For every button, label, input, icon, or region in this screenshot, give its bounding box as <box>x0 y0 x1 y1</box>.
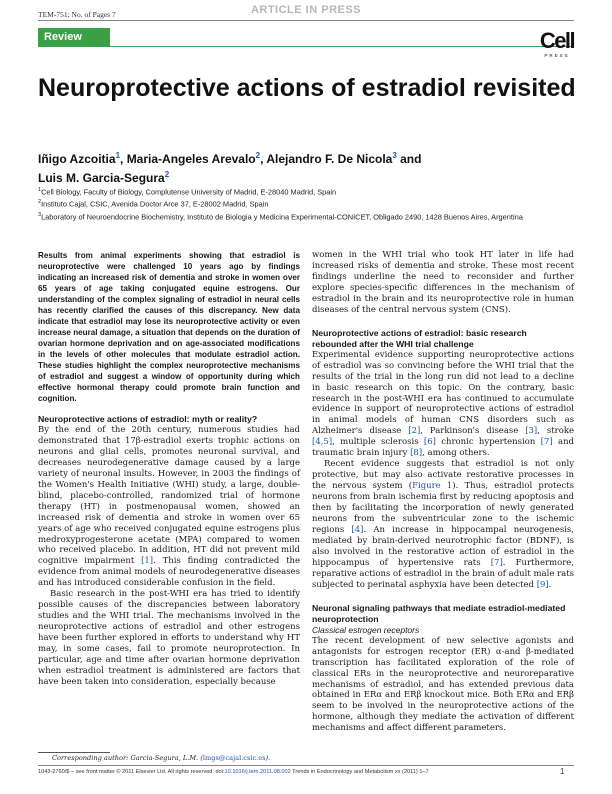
citation-link[interactable]: [7] <box>490 557 503 568</box>
section-heading: Neuroprotective actions of estradiol: myth or reality? <box>38 414 258 424</box>
body-paragraph: Experimental evidence supporting neuroprotective actions of estradiol was so convincing before the WHI trial that the results of the trial in the long run did not lead to a decline in basic research on this topic. On the contrary, basic research in the post-WHI era has continued to accumulate evidence in support of neuroprotective actions of estradiol in animal models of human CNS disorders such as Alzheimer's disease [2], Parkinson's disease [3], stroke [4,5], multiple sclerosis [6] chronic hypertension [7] and traumatic brain injury [8], among others. <box>312 349 574 459</box>
right-column <box>312 250 574 734</box>
author-affiliation-link[interactable]: 1 <box>115 151 121 160</box>
citation-link[interactable]: [6] <box>423 437 436 448</box>
affiliation-text: Cell Biology, Faculty of Biology, Complutense University of Madrid, E-28040 Madrid, Spain <box>41 187 337 197</box>
body-paragraph: The recent development of new selective agonists and antagonists for estrogen receptor (ER) α-and β-mediated transcription has facilitated exploration of the role of classical ERs in the neuroprotective and neuroreparative mechanisms of estradiol, and has extended previous data obtained in ERα and ERβ knockout mice. Both ERα and ERβ seem to be involved in the neuroprotective actions of the hormone, although they mediate the activation of different mechanisms and affect different parameters. <box>312 635 574 734</box>
citation-link[interactable]: [1] <box>141 556 154 567</box>
body-paragraph: Recent evidence suggests that estradiol is not only protective, but may also activate restorative processes in the nervous system (Figure 1). Thus, estradiol protects neurons from brain ischemia first by reducing apoptosis and then by facilitating the incorporation of newly generated neurons from the subventricular zone to the ischemic regions [4]. An increase in hippocampal neurogenesis, mediated by brain-derived neurotrophic factor (BDNF), is also involved in the restorative action of estradiol in the hippocampus of hypertensive rats [7]. Furthermore, reparative actions of estradiol in the brain of adult male rats subjected to perinatal asphyxia have been detected [9]. <box>312 459 575 590</box>
left-column <box>38 250 300 688</box>
author-separator: and <box>396 152 422 166</box>
cell-press-logo <box>534 30 580 58</box>
author-separator: , <box>120 152 127 166</box>
citation-link[interactable]: [8] <box>410 448 423 459</box>
article-title: Neuroprotective actions of estradiol revisited <box>38 74 576 102</box>
citation-link[interactable]: [7] <box>540 437 553 448</box>
affiliation <box>38 185 578 197</box>
citation-link[interactable]: [3] <box>525 426 538 437</box>
logo-subtitle: PRESS <box>544 53 570 58</box>
body-paragraph: women in the WHI trial who took HT later in life had increased risks of dementia and stroke. These most recent findings underline the need to reconsider and further explore species-specific differences in the mechanism of estradiol in the brain and its neuroprotective role in human diseases of the central nervous system (CNS). <box>312 250 574 315</box>
email-link[interactable]: lmgs@cajal.csic.es <box>202 754 266 762</box>
section-heading: Neuronal signaling pathways that mediate estradiol-mediated neuroprotection <box>312 602 566 624</box>
logo-wordmark: Cell <box>539 28 575 53</box>
citation-link[interactable]: [4,5] <box>312 437 333 448</box>
section-divider <box>38 46 574 47</box>
affiliation-number: 1 <box>38 187 42 193</box>
figure-link[interactable]: Figure 1 <box>412 481 453 492</box>
citation-link[interactable]: [4] <box>351 524 364 535</box>
corresponding-author-note: Corresponding author: Garcia-Segura, L.M. (lmgs@cajal.csic.es). <box>52 754 271 762</box>
subsection-heading: Classical estrogen receptors <box>312 624 420 635</box>
author-affiliation-link[interactable]: 2 <box>255 151 261 160</box>
article-in-press-banner: ARTICLE IN PRESS <box>250 4 362 16</box>
footer-citation: 1043-2760/$ – see front matter © 2011 Elsevier Ltd. All rights reserved. doi:10.1016/j.tem.2011.08.002 Trends in Endocrinology and Metabolism xx (2011) 1–7 <box>38 769 429 775</box>
author: Alejandro F. De Nicola <box>266 152 393 166</box>
citation-link[interactable]: [2] <box>408 426 421 437</box>
body-paragraph: By the end of the 20th century, numerous studies had demonstrated that 17β-estradiol exerts trophic actions on neurons and glial cells, promotes neuronal survival, and decreases neurodegenerative damage caused by a large variety of neuronal insults. However, in 2003 the findings of the Women's Health Initiative (WHI) study, a large, double-blind, placebo-controlled, randomized trial of hormone therapy (HT) in postmenopausal women, showed an increased risk of dementia and stroke in women over 65 years of age who received conjugated equine estrogens plus medroxyprogesterone acetate (MPA) compared to women who received placebo. In addition, HT did not prevent mild cognitive impairment [1]. This finding contradicted the evidence from animal models of neurodegenerative diseases and has introduced considerable confusion in the field. <box>38 425 300 589</box>
author-affiliation-link[interactable]: 3 <box>392 151 397 160</box>
affiliation-text: Laboratory of Neuroendocrine Biochemistry, Instituto de Biologia y Medicina Experimental-CONICET, Obligado 2490, 1428 Buenos Aires, Argentina <box>41 212 523 222</box>
affiliation-number: 2 <box>38 199 42 206</box>
author: Luis M. Garcia-Segura <box>38 171 165 185</box>
section-label: Review <box>38 28 110 46</box>
footnote-divider <box>38 752 110 753</box>
journal-code: TEM-751; No. of Pages 7 <box>38 10 116 19</box>
affiliation <box>38 197 578 209</box>
author-affiliation-link[interactable]: 2 <box>164 170 170 179</box>
abstract: Results from animal experiments showing that estradiol is neuroprotective were challenged 10 years ago by findings indicating an increased risk of dementia and stroke in women over 65 years of age taking conjugated equine estrogens. Our understanding of the complex signaling of estradiol in neural cells has recently clarified the causes of this discrepancy. New data indicate that estradiol may lose its neuroprotective activity or even increase neural damage, a situation that depends on the duration of ovarian hormone deprivation and on age-associated modifications in the levels of other molecules that modulate estradiol action. These studies highlight the complex neuroprotective mechanisms of estradiol and suggest a window of opportunity during which effective hormonal therapy could promote brain function and cognition. <box>38 251 300 403</box>
author-list <box>38 148 578 186</box>
footer-divider <box>38 765 574 766</box>
affiliation-number: 3 <box>38 211 42 218</box>
author: Iñigo Azcoitia <box>38 152 116 166</box>
author: Maria-Angeles Arevalo <box>126 152 256 166</box>
page-number: 1 <box>560 767 565 776</box>
author-separator: , <box>260 152 267 166</box>
doi-link[interactable]: 10.1016/j.tem.2011.08.002 <box>224 769 291 775</box>
body-paragraph: Basic research in the post-WHI era has tried to identify possible causes of the discrepancies between laboratory studies and the WHI trial. The mechanisms involved in the neuroprotective actions of estradiol and other estrogens have been further explored in efforts to understand why HT may, in some cases, fail to promote neuroprotection. In particular, age and time after ovarian hormone deprivation when estradiol treatment is administered are factors that have been taken into consideration, especially because <box>38 589 300 687</box>
section-heading: Neuroprotective actions of estradiol: basic research rebounded after the WHI trial challenge <box>312 327 527 349</box>
affiliation <box>38 210 578 222</box>
affiliation-text: Instituto Cajal, CSIC, Avenida Doctor Arce 37, E-28002 Madrid, Spain <box>41 199 269 209</box>
header-divider <box>38 20 574 21</box>
affiliation-list <box>38 185 578 222</box>
citation-link[interactable]: [9] <box>536 579 549 590</box>
